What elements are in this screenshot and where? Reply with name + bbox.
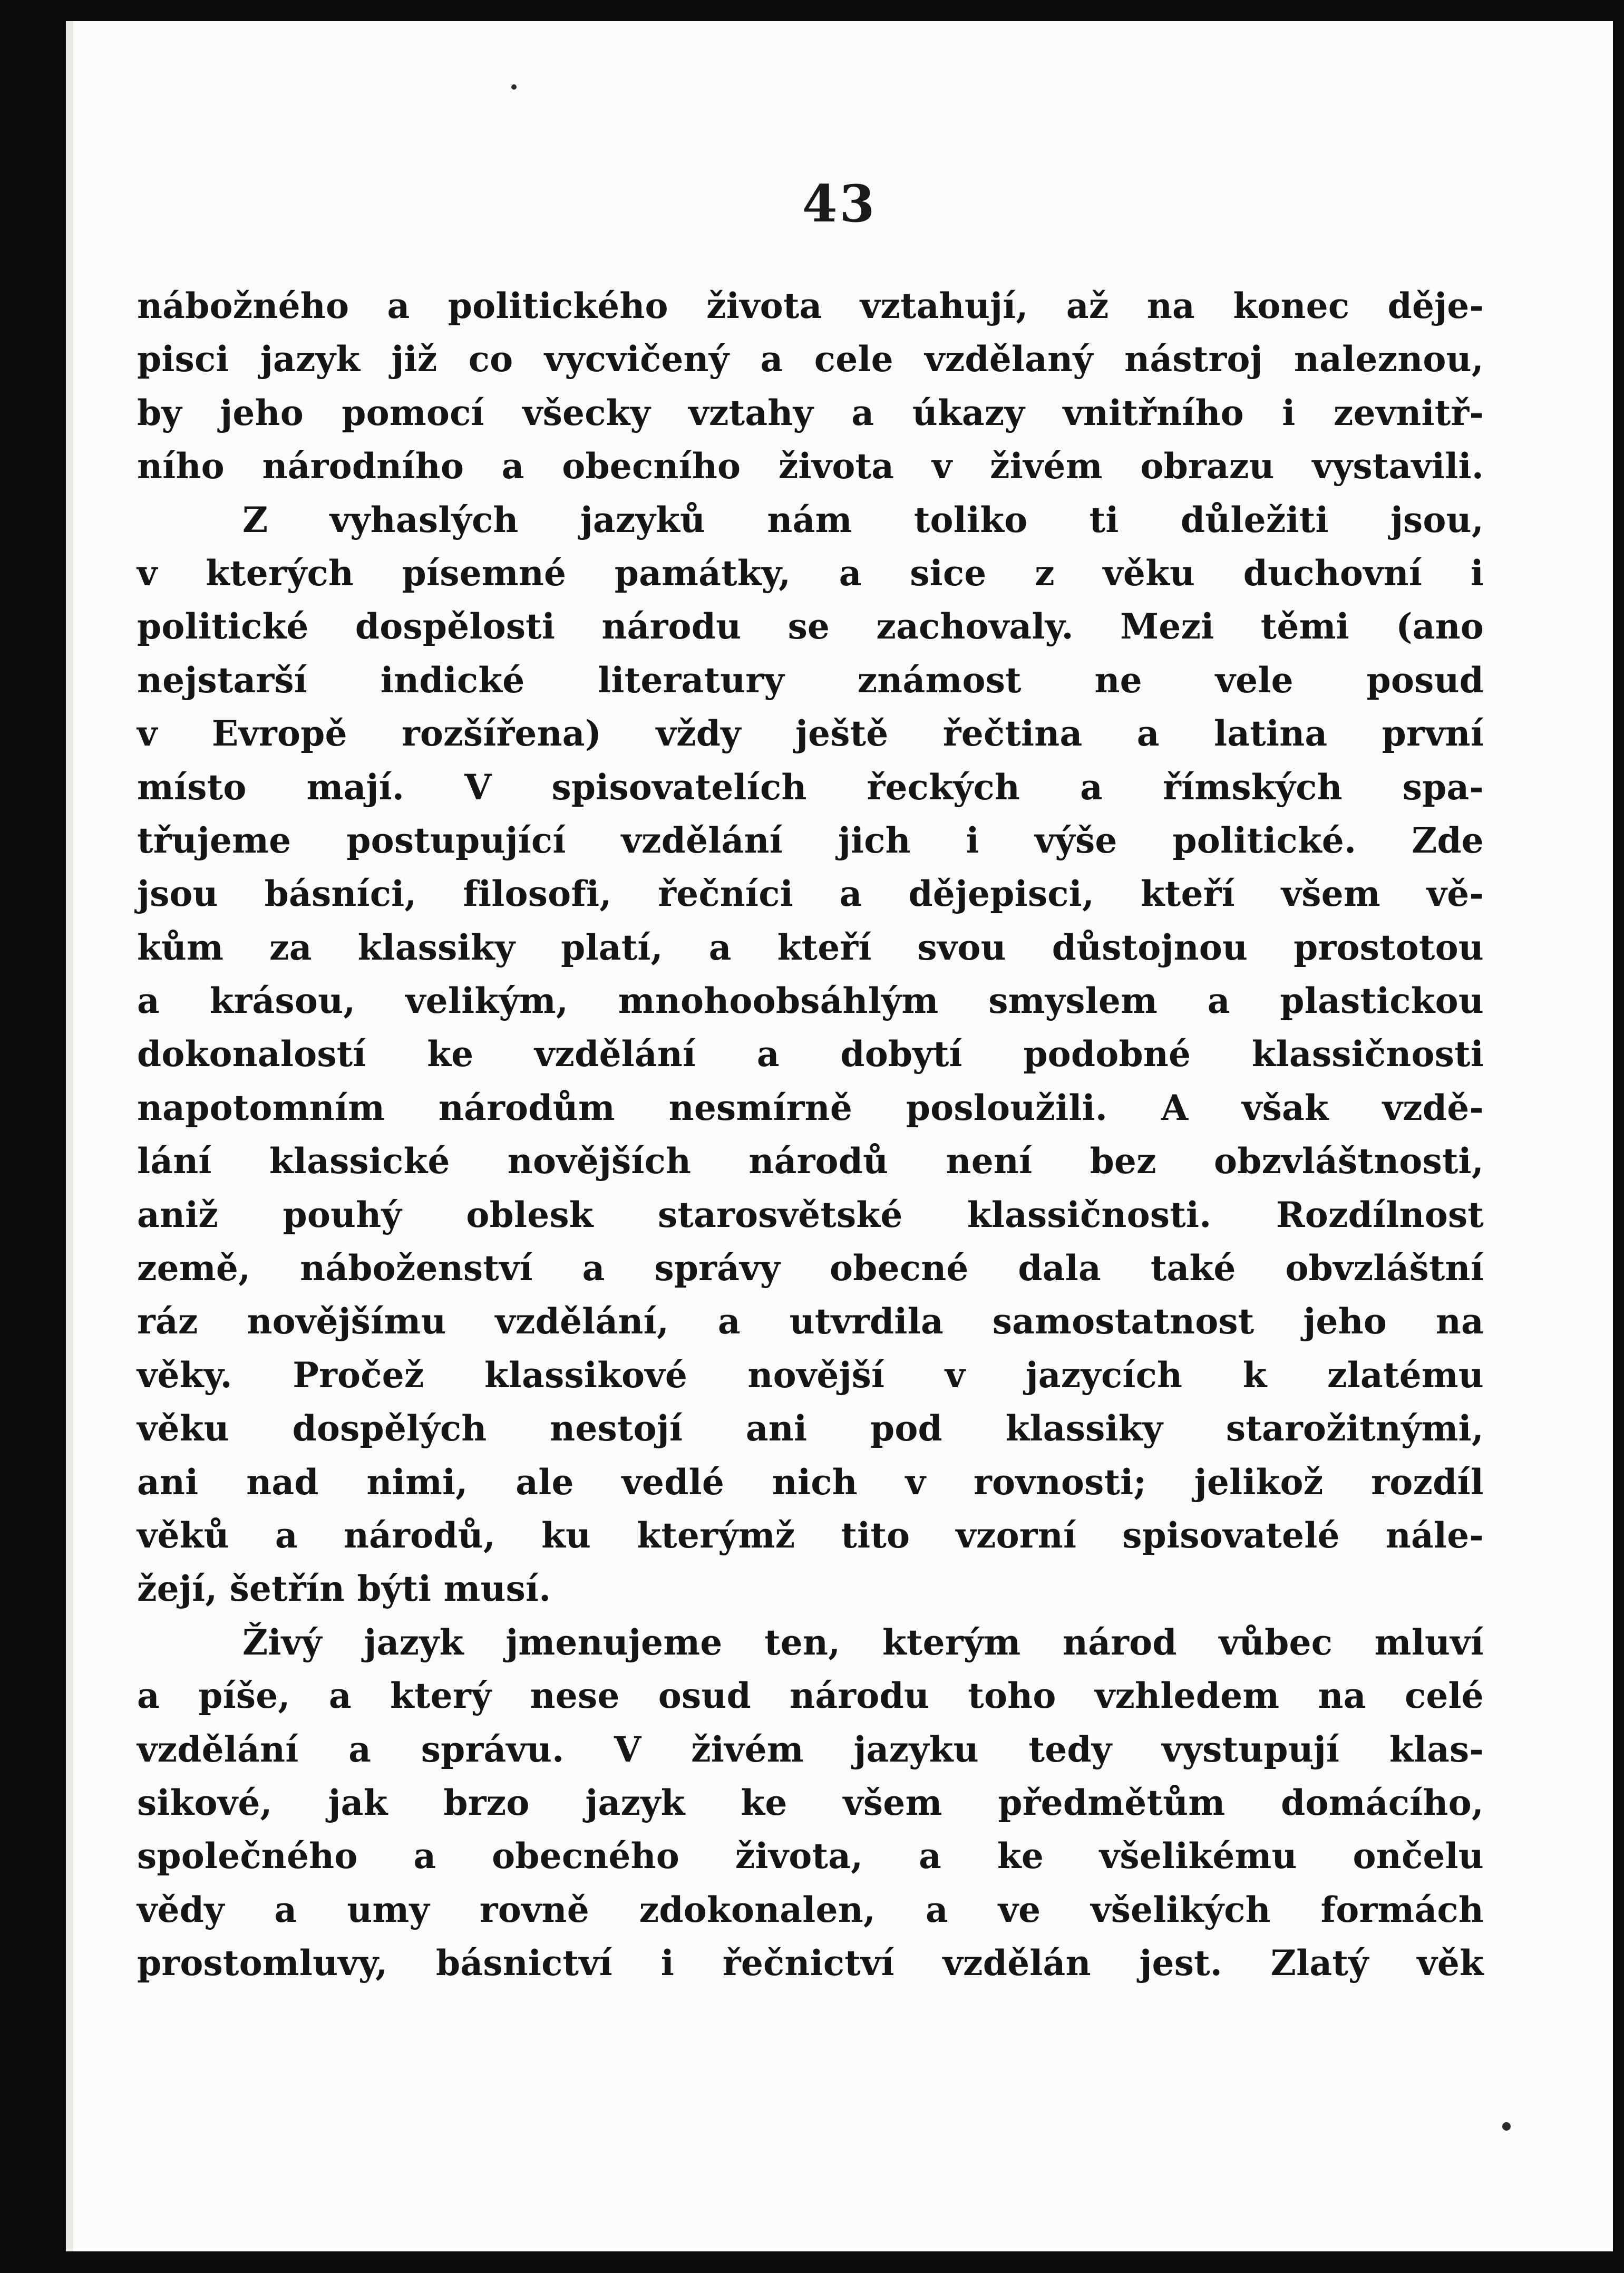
text-line: nejstarší indické literatury známost ne vele posud bbox=[137, 659, 1484, 701]
paragraph-start-line: Živý jazyk jmenujeme ten, kterým národ vůbec mluví bbox=[242, 1621, 1484, 1663]
text-line: věků a národů, ku kterýmž tito vzorní spisovatelé nále- bbox=[137, 1514, 1484, 1556]
text-line: vědy a umy rovně zdokonalen, a ve všelikých formách bbox=[137, 1889, 1484, 1930]
text-line: ního národního a obecního života v živém obrazu vystavili. bbox=[137, 446, 1484, 487]
text-line: země, náboženství a správy obecné dala také obvzláštní bbox=[137, 1247, 1484, 1289]
text-line: věku dospělých nestojí ani pod klassiky starožitnými, bbox=[137, 1408, 1484, 1449]
text-line: a píše, a který nese osud národu toho vzhledem na celé bbox=[137, 1675, 1484, 1717]
text-line: kům za klassiky platí, a kteří svou důstojnou prostotou bbox=[137, 926, 1484, 968]
text-line: v Evropě rozšířena) vždy ještě řečtina a latina první bbox=[137, 713, 1484, 755]
book-page bbox=[66, 21, 1613, 2251]
text-line: společného a obecného života, a ke všelikému ončelu bbox=[137, 1835, 1484, 1877]
text-line: aniž pouhý oblesk starosvětské klassičnosti. Rozdílnost bbox=[137, 1194, 1484, 1235]
paragraph-end-line: žejí, šetřín býti musí. bbox=[137, 1568, 551, 1610]
text-line: místo mají. V spisovatelích řeckých a římských spa- bbox=[137, 766, 1484, 808]
text-line: vzdělání a správu. V živém jazyku tedy vystupují klas- bbox=[137, 1728, 1484, 1770]
text-line: politické dospělosti národu se zachovaly. Mezi těmi (ano bbox=[137, 606, 1484, 647]
text-line: jsou básníci, filosofi, řečníci a dějepisci, kteří všem vě- bbox=[137, 873, 1484, 915]
ink-speck bbox=[511, 84, 517, 90]
text-line: sikové, jak brzo jazyk ke všem předmětům domácího, bbox=[137, 1782, 1484, 1823]
text-line: prostomluvy, básnictví i řečnictví vzdělán jest. Zlatý věk bbox=[137, 1942, 1484, 1984]
text-line: pisci jazyk již co vycvičený a cele vzdělaný nástroj naleznou, bbox=[137, 338, 1484, 380]
text-line: nábožného a politického života vztahují, až na konec děje- bbox=[137, 285, 1484, 326]
text-line: a krásou, velikým, mnohoobsáhlým smyslem a plastickou bbox=[137, 980, 1484, 1022]
text-line: v kterých písemné památky, a sice z věku duchovní i bbox=[137, 552, 1484, 594]
text-line: ráz novějšímu vzdělání, a utvrdila samostatnost jeho na bbox=[137, 1301, 1484, 1342]
text-line: by jeho pomocí všecky vztahy a úkazy vnitřního i zevnitř- bbox=[137, 392, 1484, 433]
text-line: dokonalostí ke vzdělání a dobytí podobné klassičnosti bbox=[137, 1033, 1484, 1075]
paragraph-start-line: Z vyhaslých jazyků nám toliko ti důležiti jsou, bbox=[242, 499, 1484, 540]
text-line: napotomním národům nesmírně posloužili. A však vzdě- bbox=[137, 1087, 1484, 1128]
text-line: ani nad nimi, ale vedlé nich v rovnosti; jelikož rozdíl bbox=[137, 1461, 1484, 1503]
body-text bbox=[137, 279, 1484, 1990]
ink-speck bbox=[1502, 2122, 1511, 2131]
text-line: lání klassické novějších národů není bez obzvláštnosti, bbox=[137, 1140, 1484, 1182]
page-number: 43 bbox=[802, 174, 877, 234]
text-line: věky. Pročež klassikové novější v jazycích k zlatému bbox=[137, 1354, 1484, 1396]
text-line: třujeme postupující vzdělání jich i výše politické. Zde bbox=[137, 819, 1484, 861]
